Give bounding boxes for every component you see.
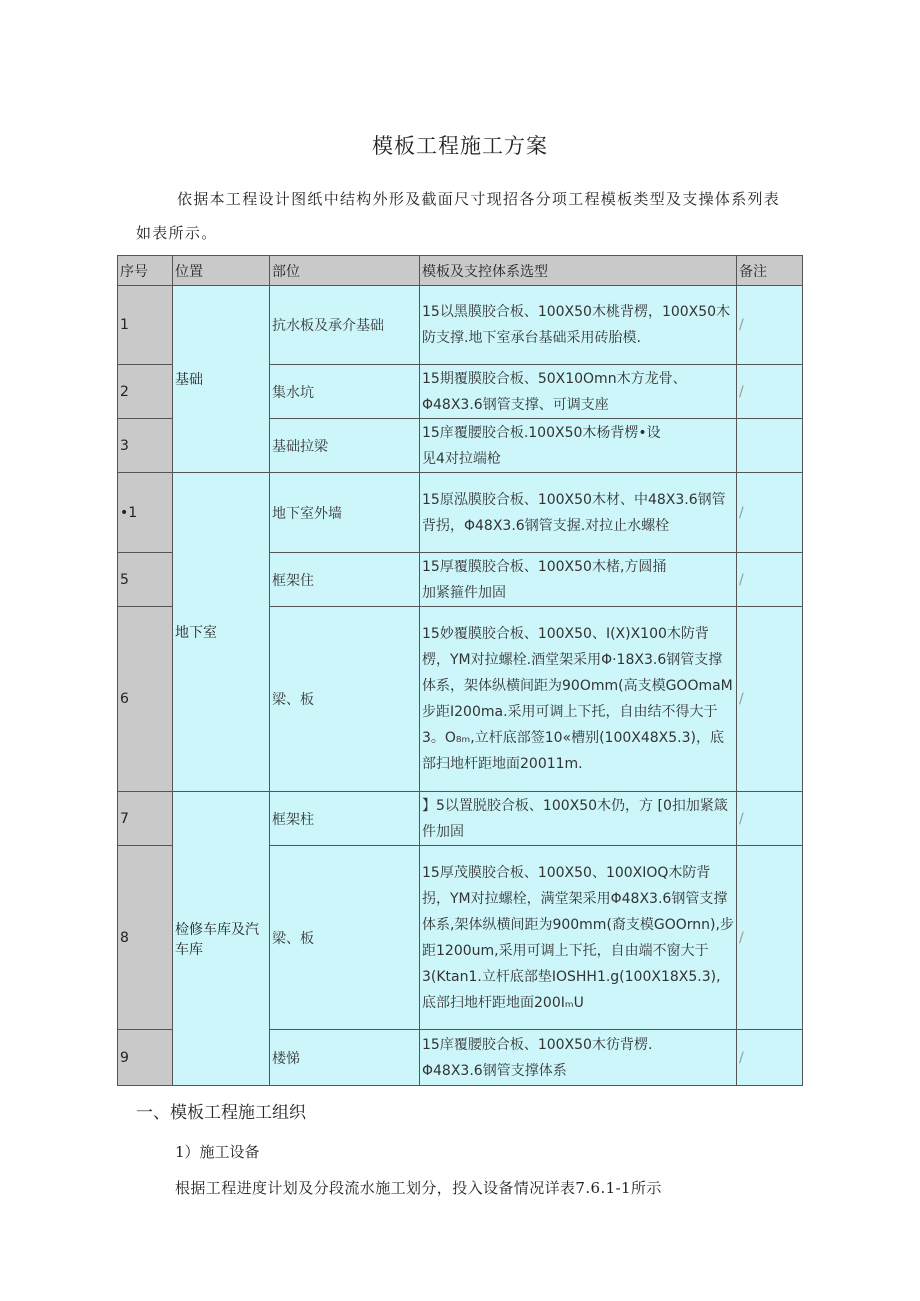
row-no: 1 bbox=[118, 286, 173, 365]
part-cell: 梁、板 bbox=[270, 607, 420, 792]
location-cell: 检修车库及汽车库 bbox=[173, 792, 270, 1086]
header-no: 序号 bbox=[118, 256, 173, 286]
spec-line: 15期覆膜胶合板、50X10Omn木方龙骨、 bbox=[422, 370, 687, 387]
table-row bbox=[118, 473, 803, 553]
note-cell: / bbox=[737, 792, 803, 846]
spec-line: Φ48X3.6钢管支撑、可调支座 bbox=[422, 396, 609, 413]
spec-line: Φ48X3.6钢管支撑体系 bbox=[422, 1062, 567, 1079]
spec-cell bbox=[420, 419, 737, 473]
spec-line: 加紧箍件加固 bbox=[422, 584, 506, 601]
document-title: 模板工程施工方案 bbox=[372, 134, 548, 158]
spec-cell: 】5以置脱胶合板、100X50木仍，方 [0扣加紧箴件加固 bbox=[420, 792, 737, 846]
formwork-table bbox=[117, 255, 803, 1086]
note-cell: / bbox=[737, 846, 803, 1030]
part-cell: 框架住 bbox=[270, 553, 420, 607]
row-no: 3 bbox=[118, 419, 173, 473]
note-cell: / bbox=[737, 1030, 803, 1086]
note-cell: / bbox=[737, 286, 803, 365]
header-part: 部位 bbox=[270, 256, 420, 286]
body-paragraph: 根据工程进度计划及分段流水施工划分，投入设备情况详表7.6.1-1所示 bbox=[175, 1179, 662, 1197]
spec-cell: 15妙覆膜胶合板、100X50、I(X)X100木防背楞，YM对拉螺栓.酒堂架采用Φ·18X3.6钢管支撑体系，架体纵横间距为90Omm(高支模GOOmaM步距I200ma.采用可调上下托，自由结不得大于3。O₈ₘ,立杆底部签10«槽别(100X48X5.3)，底部扫地杆距地面20011m. bbox=[420, 607, 737, 792]
header-note: 备注 bbox=[737, 256, 803, 286]
note-cell: / bbox=[737, 365, 803, 419]
table-header-row bbox=[118, 256, 803, 286]
row-no: 9 bbox=[118, 1030, 173, 1086]
spec-line: 15庠覆腰胶合板.100X50木杨背楞•设 bbox=[422, 424, 661, 441]
spec-cell bbox=[420, 365, 737, 419]
spec-line: 15庠覆腰胶合板、100X50木彷背楞. bbox=[422, 1036, 653, 1053]
note-cell: / bbox=[737, 553, 803, 607]
subsection-heading: 1）施工设备 bbox=[175, 1143, 260, 1161]
part-cell: 基础拉梁 bbox=[270, 419, 420, 473]
spec-cell: 15以黑膜胶合板、100X50木桃背楞，100X50木防支撑.地下室承台基础采用砖胎模. bbox=[420, 286, 737, 365]
part-cell: 框架柱 bbox=[270, 792, 420, 846]
row-no: 5 bbox=[118, 553, 173, 607]
section-heading: 一、模板工程施工组织 bbox=[136, 1103, 306, 1123]
row-no: 2 bbox=[118, 365, 173, 419]
spec-line: 见4对拉端枪 bbox=[422, 450, 501, 467]
part-cell: 梁、板 bbox=[270, 846, 420, 1030]
row-no: 6 bbox=[118, 607, 173, 792]
spec-line: 15厚覆膜胶合板、100X50木楮,方圆捅 bbox=[422, 558, 667, 575]
table-row bbox=[118, 286, 803, 365]
part-cell: 集水坑 bbox=[270, 365, 420, 419]
header-spec: 模板及支控体系选型 bbox=[420, 256, 737, 286]
part-cell: 楼悌 bbox=[270, 1030, 420, 1086]
part-cell: 地下室外墙 bbox=[270, 473, 420, 553]
note-cell: / bbox=[737, 607, 803, 792]
header-location: 位置 bbox=[173, 256, 270, 286]
row-no: 8 bbox=[118, 846, 173, 1030]
spec-cell: 15厚茂膜胶合板、100X50、100XIOQ木防背拐，YM对拉螺栓，满堂架采用Φ48X3.6钢管支撑体系,架体纵横间距为900mm(裔支模GOOrnn),步距1200um,采用可调上下托，自由端不窗大于3(Ktan1.立杆底部垫IOSHH1.g(100X18X5.3),底部扫地杆距地面200IₘU bbox=[420, 846, 737, 1030]
row-no: •1 bbox=[118, 473, 173, 553]
part-cell: 抗水板及承介基础 bbox=[270, 286, 420, 365]
spec-cell: 15原泓膜胶合板、100X50木材、中48X3.6钢管背拐，Φ48X3.6钢管支握.对拉止水螺栓 bbox=[420, 473, 737, 553]
table-row bbox=[118, 792, 803, 846]
spec-cell bbox=[420, 1030, 737, 1086]
note-cell bbox=[737, 419, 803, 473]
intro-paragraph: 依据本工程设计图纸中结构外形及截面尺寸现招各分项工程模板类型及支操体系列表如表所示。 bbox=[136, 190, 781, 242]
spec-cell bbox=[420, 553, 737, 607]
location-cell: 基础 bbox=[173, 286, 270, 473]
row-no: 7 bbox=[118, 792, 173, 846]
location-cell: 地下室 bbox=[173, 473, 270, 792]
note-cell: / bbox=[737, 473, 803, 553]
